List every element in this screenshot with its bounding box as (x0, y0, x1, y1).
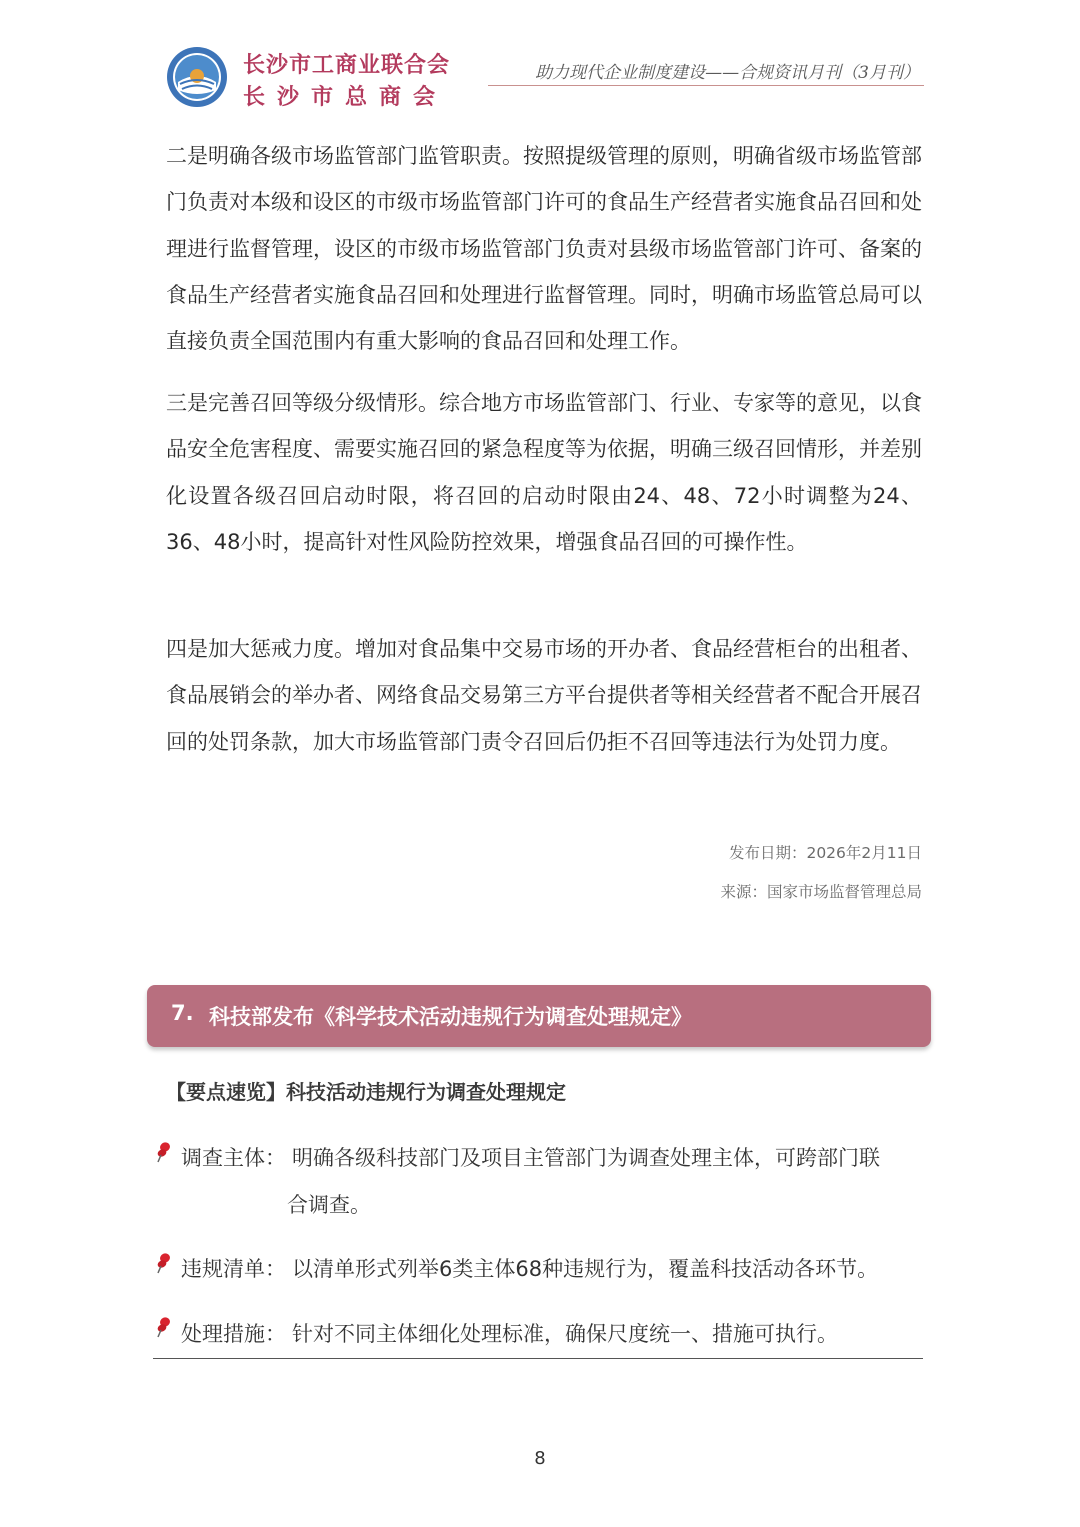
bullet-text-continued: 合调查。 (287, 1193, 371, 1217)
pushpin-icon (155, 1252, 173, 1274)
org-name-line2: 长沙市总商会 (243, 85, 448, 110)
paragraph-4: 四是加大惩戒力度。增加对食品集中交易市场的开办者、食品经营柜台的出租者、食品展销会的举办者、网络食品交易第三方平台提供者等相关经营者不配合开展召回的处罚条款，加大市场监管部门责令召回后仍拒不召回等违法行为处罚力度。 (166, 637, 922, 754)
key-points-heading: 【要点速览】科技活动违规行为调查处理规定 (166, 1080, 566, 1104)
publication-title: 助力现代企业制度建设——合规资讯月刊（3月刊） (535, 63, 920, 83)
bullet-label: 调查主体： (181, 1146, 286, 1170)
bullet-text: 针对不同主体细化处理标准，确保尺度统一、措施可执行。 (292, 1322, 838, 1346)
org-name-line1: 长沙市工商业联合会 (243, 53, 451, 78)
bullet-label: 处理措施： (181, 1322, 286, 1346)
section-title: 科技部发布《科学技术活动违规行为调查处理规定》 (209, 1005, 692, 1029)
bullet-text: 明确各级科技部门及项目主管部门为调查处理主体，可跨部门联 (292, 1146, 880, 1170)
bullet-text: 以清单形式列举6类主体68种违规行为，覆盖科技活动各环节。 (292, 1257, 879, 1281)
section-banner (147, 985, 931, 1047)
chamber-logo-icon (166, 46, 228, 108)
pushpin-icon (155, 1141, 173, 1163)
page-header (0, 0, 1080, 120)
section-bottom-divider (153, 1358, 923, 1359)
bullet-label: 违规清单： (181, 1257, 286, 1281)
publish-date: 发布日期：2026年2月11日 (728, 844, 922, 862)
article-source: 来源：国家市场监督管理总局 (720, 883, 922, 901)
pushpin-icon (155, 1316, 173, 1338)
header-divider (488, 85, 924, 86)
page-number: 8 (534, 1448, 546, 1469)
paragraph-3: 三是完善召回等级分级情形。综合地方市场监管部门、行业、专家等的意见，以食品安全危害程度、需要实施召回的紧急程度等为依据，明确三级召回情形，并差别化设置各级召回启动时限，将召回的启动时限由24、48、72小时调整为24、36、48小时，提高针对性风险防控效果，增强食品召回的可操作性。 (166, 391, 922, 554)
section-number: 7. (171, 1001, 194, 1025)
paragraph-2: 二是明确各级市场监管部门监管职责。按照提级管理的原则，明确省级市场监管部门负责对本级和设区的市级市场监管部门许可的食品生产经营者实施食品召回和处理进行监督管理，设区的市级市场监管部门负责对县级市场监管部门许可、备案的食品生产经营者实施食品召回和处理进行监督管理。同时，明确市场监管总局可以直接负责全国范围内有重大影响的食品召回和处理工作。 (166, 144, 922, 354)
